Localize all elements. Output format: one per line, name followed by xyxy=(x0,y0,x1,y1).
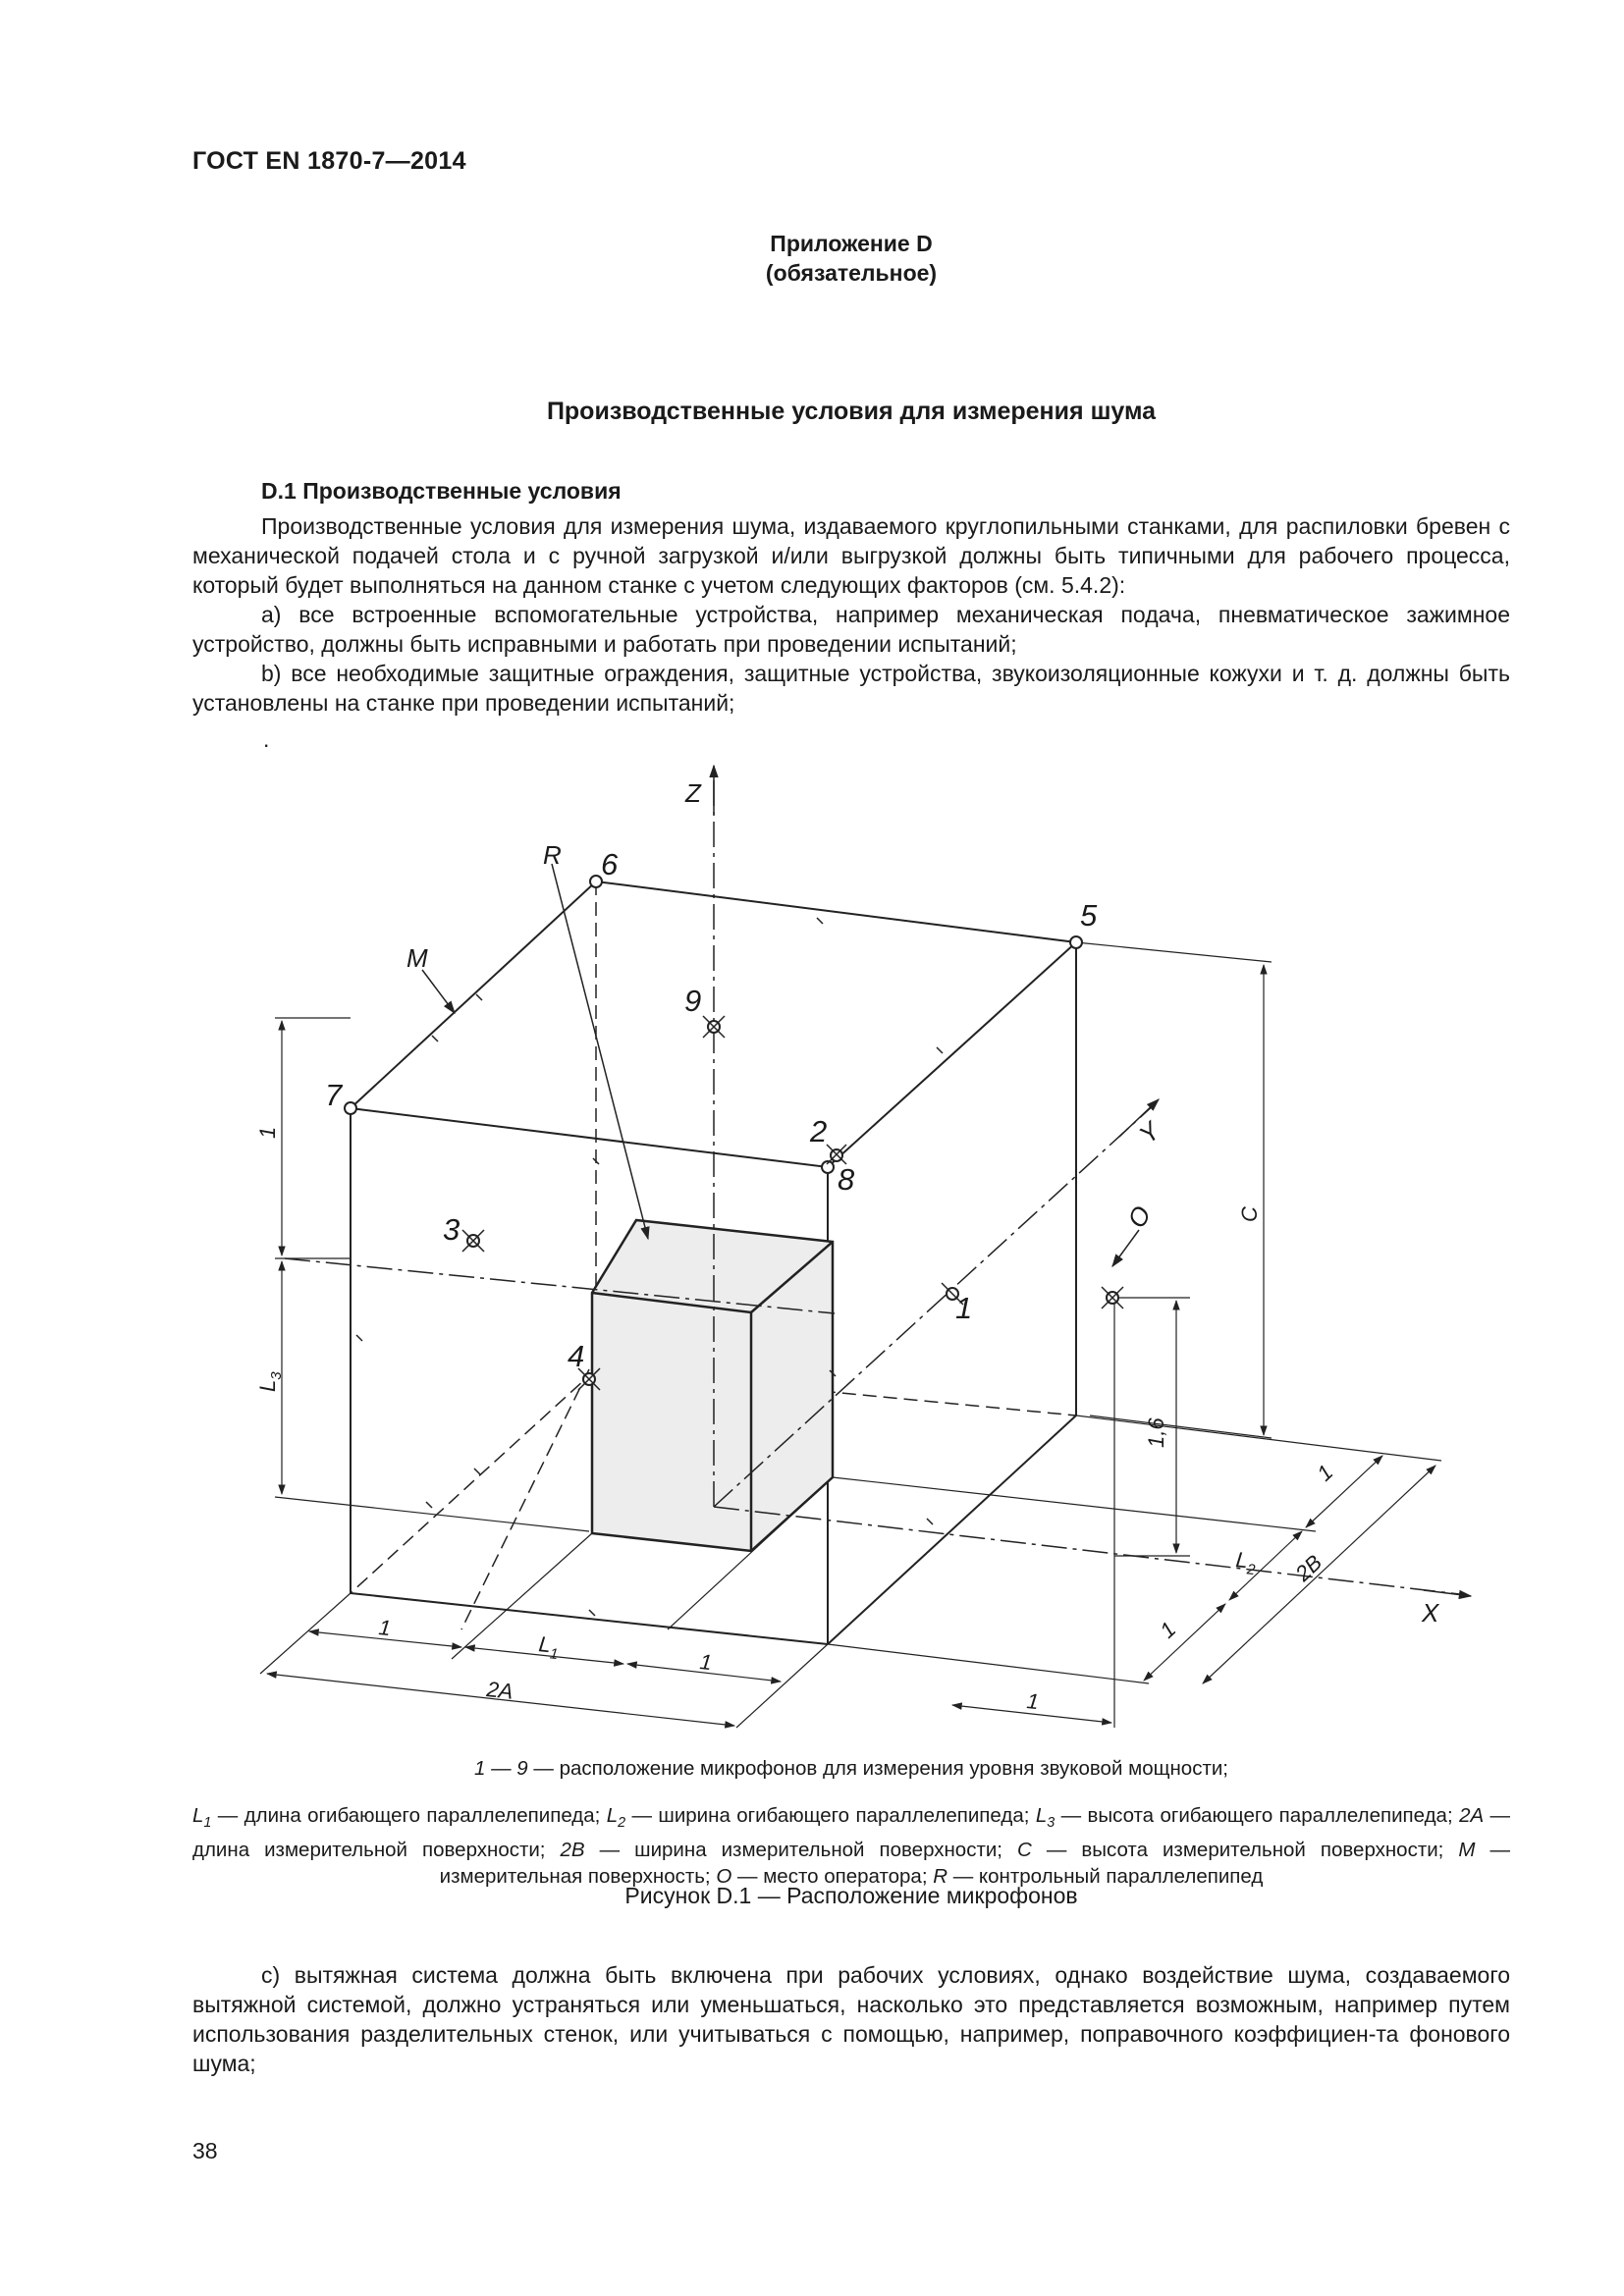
extension-line xyxy=(1090,1415,1272,1438)
point-label-2: 2 xyxy=(810,1114,828,1148)
dim-label-L3: $L_3$ xyxy=(255,1371,285,1392)
reference-box xyxy=(592,1220,833,1551)
label-O: O xyxy=(1121,1201,1158,1233)
leader-O xyxy=(1112,1230,1139,1266)
legend-L3: — высота огибающего параллелепипеда; xyxy=(1060,1804,1453,1827)
lower-body xyxy=(192,1960,1510,2078)
section-title: Производственные условия для измерения шума xyxy=(546,398,1157,425)
axis-label-y: Y xyxy=(1133,1115,1166,1149)
dim-label-L1: $L_1$ xyxy=(537,1631,560,1664)
dim-label-1-vert: 1 xyxy=(255,1126,280,1139)
point-label-4: 4 xyxy=(568,1339,585,1373)
dim-label-1-6: 1,6 xyxy=(1144,1417,1168,1448)
x-axis-arrow xyxy=(1424,1590,1471,1596)
extension-line xyxy=(260,1593,351,1674)
annex-status: (обязательное) xyxy=(765,260,938,286)
point-label-7: 7 xyxy=(325,1078,343,1112)
legend-M: — измерительная поверхность; xyxy=(439,1839,1510,1889)
point-label-3: 3 xyxy=(443,1212,460,1247)
extension-line xyxy=(275,1497,589,1531)
stray-dot: . xyxy=(263,726,270,752)
figure-caption-line1 xyxy=(192,1755,1510,1782)
extension-line xyxy=(1076,1415,1441,1461)
legend-O: — место оператора; xyxy=(737,1865,928,1889)
mic-point-5 xyxy=(1070,936,1082,948)
page-number: 38 xyxy=(192,2138,218,2163)
caption-point-range: 1 — 9 xyxy=(474,1757,528,1780)
point-label-6: 6 xyxy=(601,847,619,881)
label-M: M xyxy=(406,943,428,973)
dim-label-1-right-top: 1 xyxy=(1312,1460,1338,1486)
axis-label-x: X xyxy=(1422,1598,1439,1628)
legend-2A: — длина измерительной поверхности; xyxy=(192,1804,1511,1862)
dim-label-2B: 2B xyxy=(1290,1550,1327,1586)
caption-points-text: — расположение микрофонов для измерения уровня звуковой мощности; xyxy=(533,1757,1228,1780)
point-label-9: 9 xyxy=(684,984,702,1018)
legend-R: — контрольный параллелепипед xyxy=(952,1865,1264,1889)
annex-title: Приложение D xyxy=(770,231,933,256)
extension-line xyxy=(736,1644,828,1728)
point-label-5: 5 xyxy=(1080,898,1098,933)
dim-label-1-right-bot: 1 xyxy=(1155,1617,1181,1643)
leader-R xyxy=(552,864,648,1239)
dim-label-1-bottom-mid: 1 xyxy=(698,1649,714,1676)
extension-line xyxy=(833,1477,1316,1531)
leader-M xyxy=(422,970,455,1013)
dim-line-1-right-bot xyxy=(1144,1604,1225,1681)
figure-title: Рисунок D.1 — Расположение микрофонов xyxy=(624,1883,1078,1908)
document-code: ГОСТ EN 1870-7—2014 xyxy=(192,147,466,175)
paragraph-item-a: a) все встроенные вспомогательные устройства, например механическая подача, пневматическое зажимное устройство, должны быть исправными и работать при проведении испытаний; xyxy=(192,602,1510,657)
label-R: R xyxy=(543,840,562,870)
subsection-title: Производственные условия xyxy=(302,478,622,504)
measurement-box-edge xyxy=(351,1593,828,1644)
extension-line xyxy=(1076,942,1272,962)
subsection-number: D.1 xyxy=(261,478,297,504)
legend-L1: — длина огибающего параллелепипеда; xyxy=(217,1804,601,1827)
measurement-box-edge xyxy=(828,1415,1076,1644)
dim-label-1-bottom-left: 1 xyxy=(377,1615,393,1641)
legend-C: — высота измерительной поверхности; xyxy=(1046,1839,1444,1862)
dim-label-1-operator: 1 xyxy=(1025,1688,1041,1715)
point-label-8: 8 xyxy=(838,1162,855,1197)
hidden-edge xyxy=(351,1369,596,1593)
mic-point-7 xyxy=(345,1102,356,1114)
dim-label-2A: 2A xyxy=(485,1677,514,1704)
point-label-1: 1 xyxy=(955,1291,973,1325)
legend-L2: — ширина огибающего параллелепипеда; xyxy=(631,1804,1030,1827)
axis-label-z: Z xyxy=(685,778,701,808)
figure-legend: $L_1$ — длина огибающего параллелепипеда; $L_2$ — ширина огибающего параллелепипеда; $L_3$ — высота огибающего параллелепипеда; 2A — длина измерительной поверхности; 2B — ширина измерительной поверхности; C — высота измерительной поверхности; M — измерительная поверхность; O — место оператора; R — контрольный параллелепипед xyxy=(192,1804,1511,1889)
dim-label-L2: $L_2$ xyxy=(1234,1547,1257,1579)
paragraph-item-c: c) вытяжная система должна быть включена при рабочих условиях, однако воздействие шума, создаваемого вытяжной системой, должно устраняться или уменьшаться, насколько это представляется возможным, например путем использования разделительных стенок, или учитываться с помощью, например, поправочного коэффициен-та фонового шума; xyxy=(192,1962,1510,2076)
hidden-edge xyxy=(461,1369,589,1629)
paragraph-intro: Производственные условия для измерения шума, издаваемого круглопильными станками, для распиловки бревен с механической подачей стола и с ручной загрузкой и/или выгрузкой должны быть типичными для рабочего процесса, который будет выполняться на данном станке с учетом следующих факторов (см. 5.4.2): xyxy=(192,513,1510,598)
extension-line xyxy=(452,1533,592,1659)
extension-line xyxy=(828,1644,1149,1683)
legend-2B: — ширина измерительной поверхности; xyxy=(599,1839,1002,1862)
dim-label-C: C xyxy=(1237,1206,1262,1222)
paragraph-item-b: b) все необходимые защитные ограждения, защитные устройства, звукоизоляционные кожухи и т. д. должны быть установлены на станке при проведении испытаний; xyxy=(192,661,1510,716)
